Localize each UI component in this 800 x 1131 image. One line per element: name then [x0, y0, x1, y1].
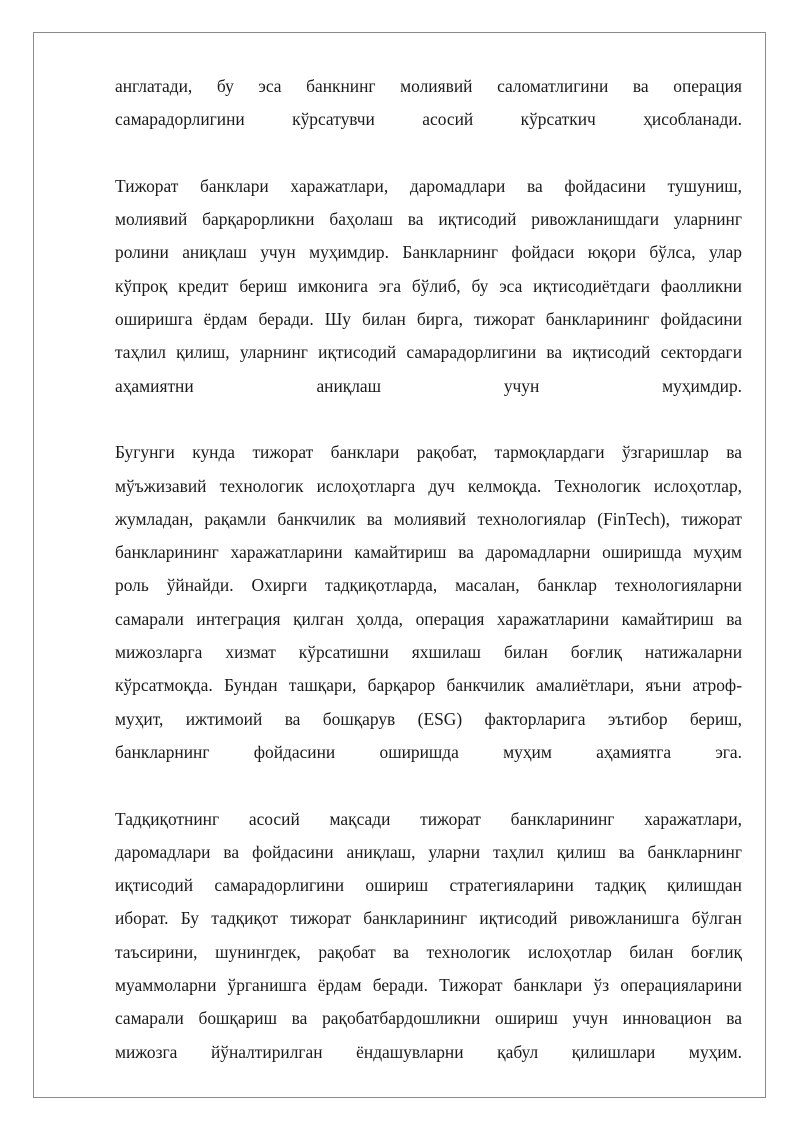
text-line: Тадқиқотнинг асосий мақсади тижорат банкларининг харажатлари,: [115, 808, 742, 829]
text-line: мижозга йўналтирилган ёндашувларни қабул қилишлари муҳим.: [115, 1041, 742, 1062]
text-line: Бугунги кунда тижорат банклари рақобат, тармоқлардаги ўзгаришлар ва: [115, 442, 742, 463]
text-line: муҳит, ижтимоий ва бошқарув (ESG) факторларига эътибор бериш,: [115, 708, 742, 729]
text-line: ролини аниқлаш учун муҳимдир. Банкларнинг фойдаси юқори бўлса, улар: [115, 242, 742, 263]
text-line: аҳамиятни аниқлаш учун муҳимдир.: [115, 375, 742, 396]
text-line: самарали интеграция қилган ҳолда, операция харажатларини камайтириш ва: [115, 608, 742, 629]
text-line: жумладан, рақамли банкчилик ва молиявий технологиялар (FinTech), тижорат: [115, 508, 742, 529]
text-line: оширишга ёрдам беради. Шу билан бирга, тижорат банкларининг фойдасини: [115, 309, 742, 330]
text-line: банкларнинг фойдасини оширишда муҳим аҳамиятга эга.: [115, 741, 742, 762]
text-line: Тижорат банклари харажатлари, даромадлари ва фойдасини тушуниш,: [115, 175, 742, 196]
document-body: [115, 70, 742, 1102]
text-line: муаммоларни ўрганишга ёрдам беради. Тижорат банклари ўз операцияларини: [115, 975, 742, 996]
text-line: таъсирини, шунингдек, рақобат ва технологик ислоҳотлар билан боғлиқ: [115, 941, 742, 962]
paragraph-1: [115, 70, 742, 137]
text-line: таҳлил қилиш, уларнинг иқтисодий самарадорлигини ва иқтисодий сектордаги: [115, 342, 742, 363]
text-line: роль ўйнайди. Охирги тадқиқотларда, масалан, банклар технологияларни: [115, 575, 742, 596]
text-line: мижозларга хизмат кўрсатишни яхшилаш билан боғлиқ натижаларни: [115, 642, 742, 663]
text-line: молиявий барқарорликни баҳолаш ва иқтисодий ривожланишдаги уларнинг: [115, 209, 742, 230]
text-line: англатади, бу эса банкнинг молиявий саломатлигини ва операция: [115, 76, 742, 96]
text-line: самарали бошқариш ва рақобатбардошликни ошириш учун инновацион ва: [115, 1008, 742, 1029]
text-line: иборат. Бу тадқиқот тижорат банкларининг иқтисодий ривожланишга бўлган: [115, 908, 742, 929]
text-line: банкларининг харажатларини камайтириш ва даромадларни оширишда муҳим: [115, 542, 742, 563]
text-line: иқтисодий самарадорлигини ошириш стратегияларини тадқиқ қилишдан: [115, 875, 742, 896]
text-line: даромадлари ва фойдасини аниқлаш, уларни таҳлил қилиш ва банкларнинг: [115, 841, 742, 862]
paragraph-3: [115, 436, 742, 769]
text-line: самарадорлигини кўрсатувчи асосий кўрсаткич ҳисобланади.: [115, 109, 742, 130]
text-line: мўъжизавий технологик ислоҳотларга дуч келмоқда. Технологик ислоҳотлар,: [115, 475, 742, 496]
paragraph-4: [115, 803, 742, 1069]
paragraph-2: [115, 170, 742, 403]
text-line: кўпроқ кредит бериш имконига эга бўлиб, бу эса иқтисодиётдаги фаолликни: [115, 275, 742, 296]
text-line: кўрсатмоқда. Бундан ташқари, барқарор банкчилик амалиётлари, яъни атроф-: [115, 675, 742, 696]
